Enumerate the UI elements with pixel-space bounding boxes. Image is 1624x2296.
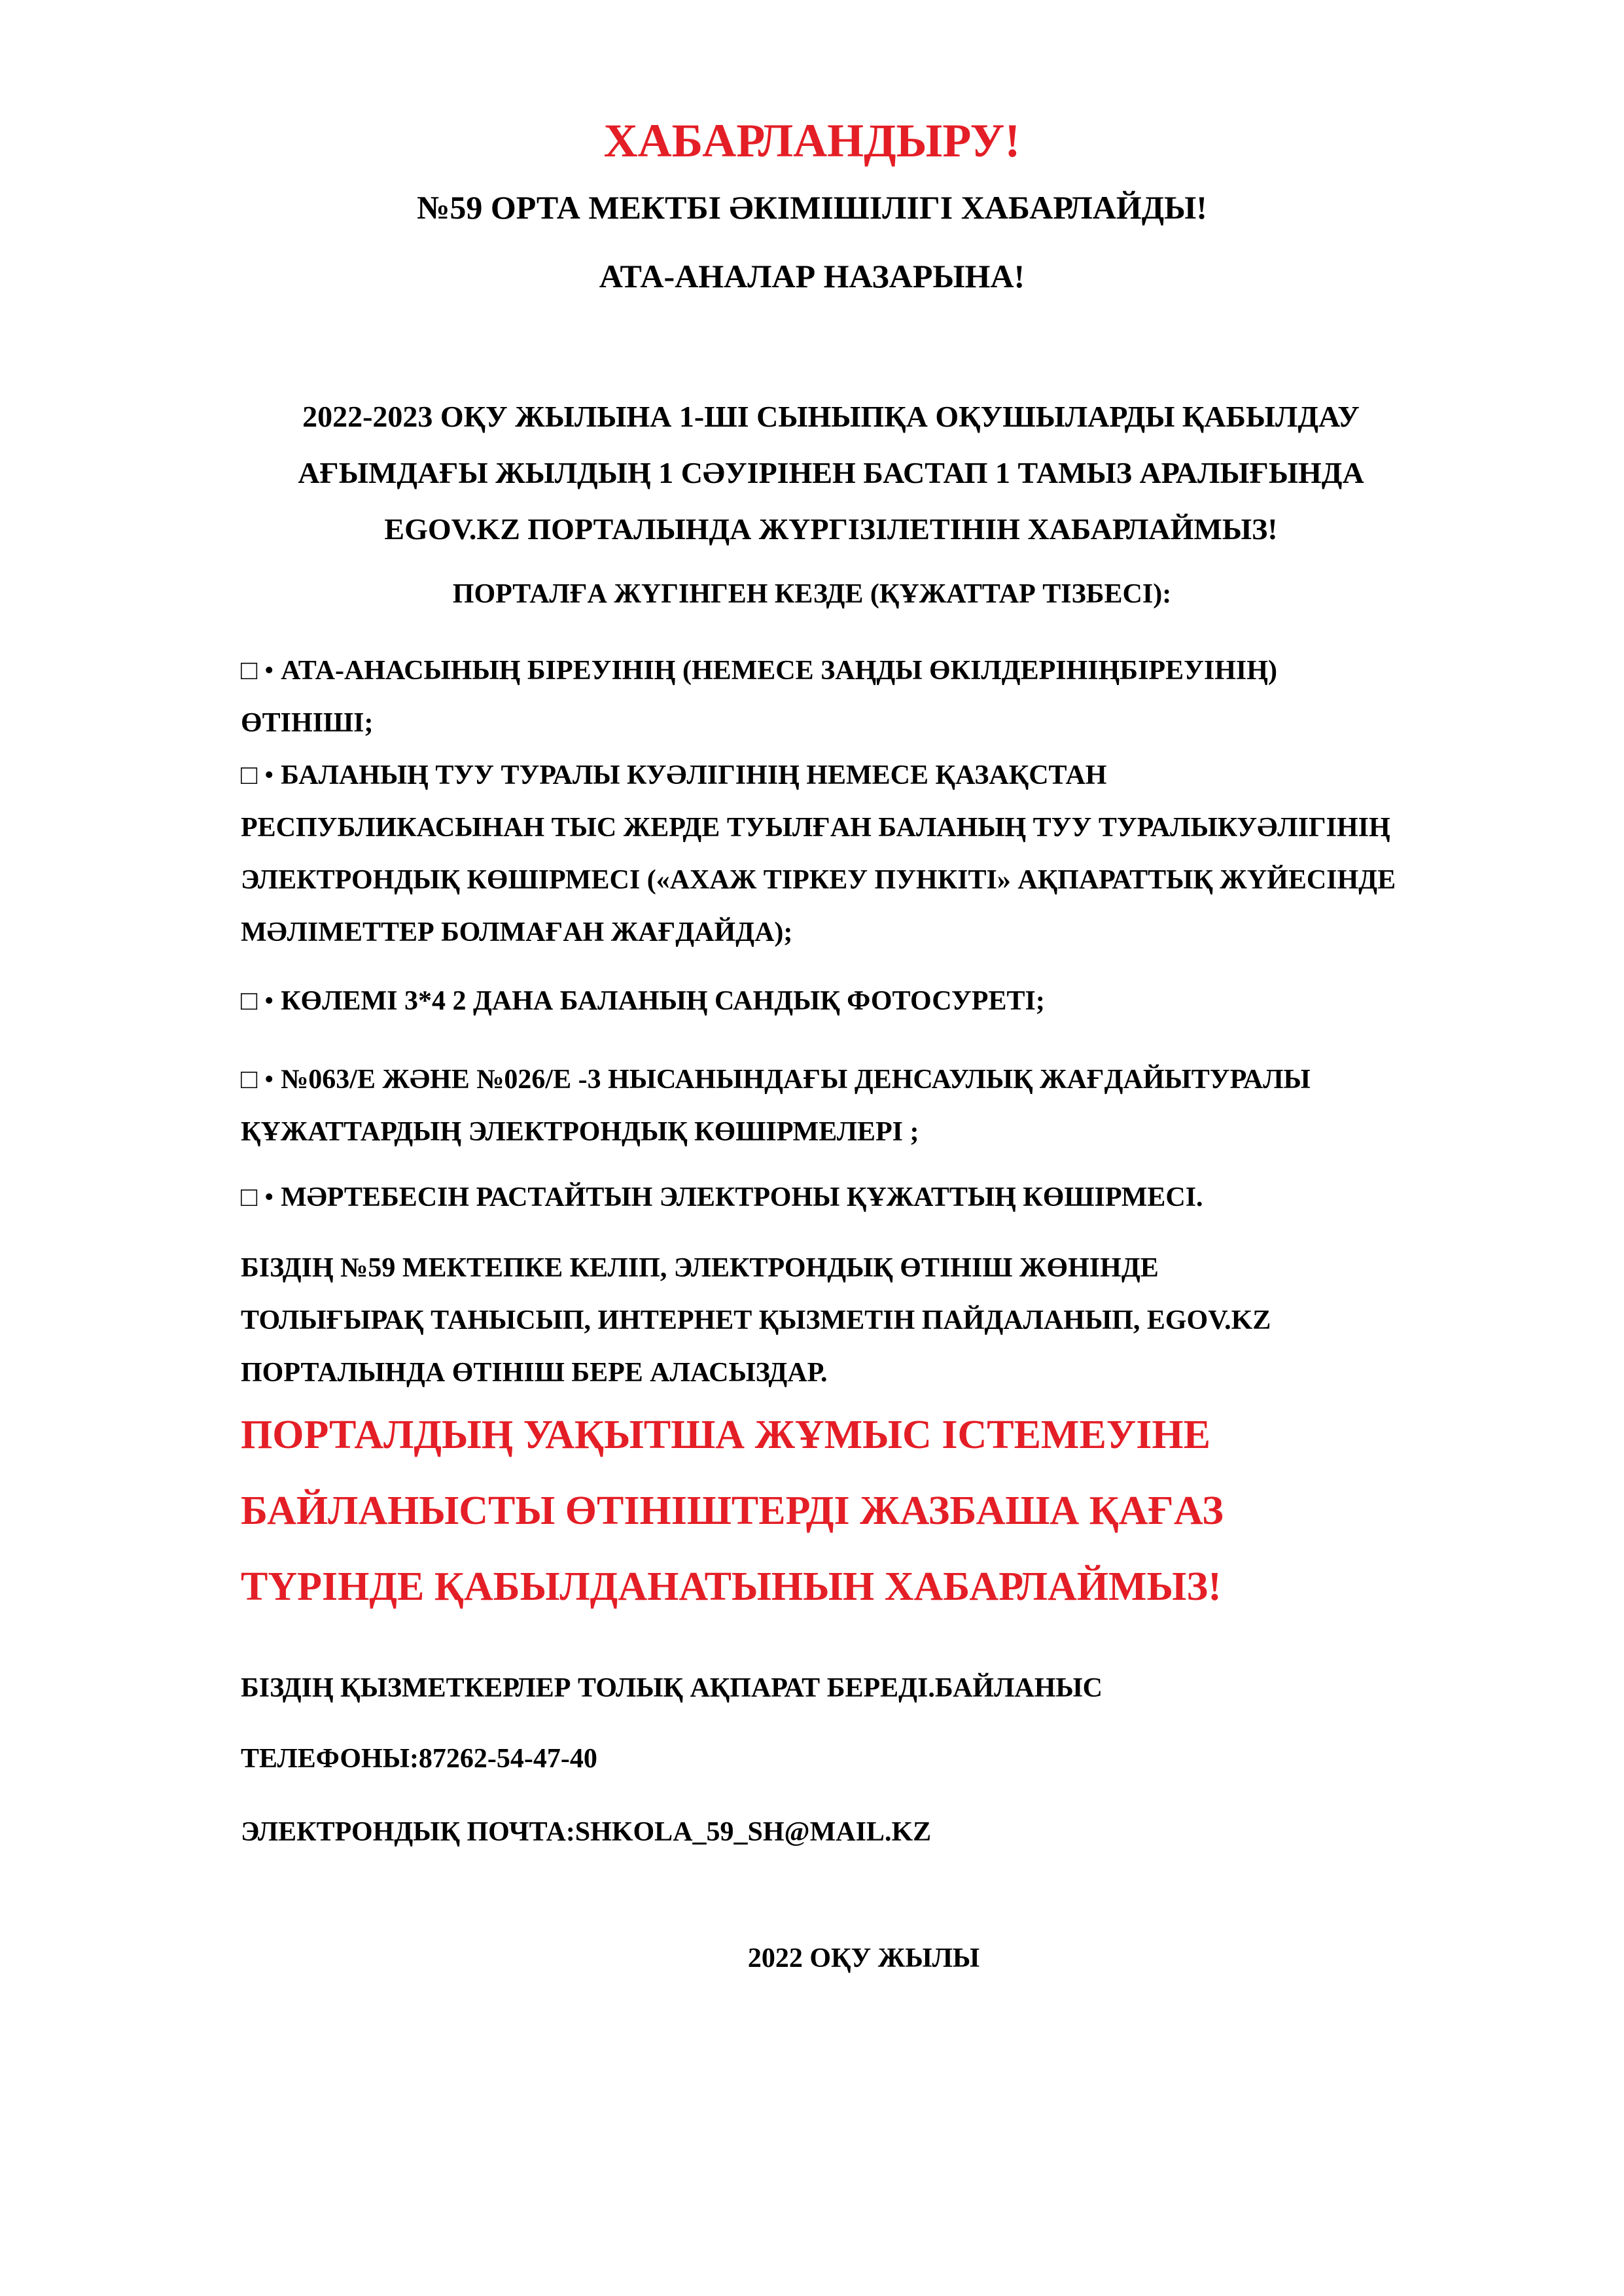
list-item [241,749,1549,959]
page-title: ХАБАРЛАНДЫРУ! [603,115,1021,167]
notice-line: ТҮРІНДЕ ҚАБЫЛДАНАТЫНЫН ХАБАРЛАЙМЫЗ! [241,1564,1222,1609]
paragraph-line: БІЗДІҢ №59 МЕКТЕПКЕ КЕЛІП, ЭЛЕКТРОНДЫҚ ӨТІНІШ ЖӨНІНДЕ [241,1253,1159,1283]
checkbox-bullet-icon: □ • [241,986,274,1016]
list-item-text: МӘРТЕБЕСІН РАСТАЙТЫН ЭЛЕКТРОНЫ ҚҰЖАТТЫҢ КӨШІРМЕСІ. [281,1182,1203,1212]
contact-phone: ТЕЛЕФОНЫ:87262-54-47-40 [241,1744,597,1774]
list-item-text: БАЛАНЫҢ ТУУ ТУРАЛЫ КУӘЛІГІНІҢ НЕМЕСЕ ҚАЗАҚСТАН [281,760,1107,790]
contact-info-intro: БІЗДІҢ ҚЫЗМЕТКЕРЛЕР ТОЛЫҚ АҚПАРАТ БЕРЕДІ.БАЙЛАНЫС [241,1673,1103,1703]
paragraph-line: ПОРТАЛЫНДА ӨТІНІШ БЕРЕ АЛАСЫЗДАР. [241,1358,828,1388]
list-item-text: АТА-АНАСЫНЫҢ БІРЕУІНІҢ (НЕМЕСЕ ЗАҢДЫ ӨКІЛДЕРІНІҢБІРЕУІНІҢ) [281,656,1277,686]
documents-list-heading: ПОРТАЛҒА ЖҮГІНГЕН КЕЗДЕ (ҚҰЖАТТАР ТІЗБЕСІ): [452,579,1172,609]
list-item-text: МӘЛІМЕТТЕР БОЛМАҒАН ЖАҒДАЙДА); [241,917,793,947]
checkbox-bullet-icon: □ • [241,1182,274,1212]
intro-line: АҒЫМДАҒЫ ЖЫЛДЫҢ 1 СӘУІРІНЕН БАСТАП 1 ТАМЫЗ АРАЛЫҒЫНДА [298,456,1364,489]
intro-line: EGOV.KZ ПОРТАЛЫНДА ЖҮРГІЗІЛЕТІНІН ХАБАРЛАЙМЫЗ! [384,512,1278,546]
list-item-text: РЕСПУБЛИКАСЫНАН ТЫС ЖЕРДЕ ТУЫЛҒАН БАЛАНЫҢ ТУУ ТУРАЛЫКУӘЛІГІНІҢ [241,813,1390,843]
checkbox-bullet-icon: □ • [241,1065,274,1095]
academic-year-footer: 2022 ОҚУ ЖЫЛЫ [747,1943,980,1973]
intro-paragraph [196,389,1466,557]
list-item [241,645,1549,749]
list-item-text: №063/Е ЖӘНЕ №026/Е -3 НЫСАНЫНДАҒЫ ДЕНСАУЛЫҚ ЖАҒДАЙЫТУРАЛЫ [281,1065,1311,1095]
paragraph-line: ТОЛЫҒЫРАҚ ТАНЫСЫП, ИНТЕРНЕТ ҚЫЗМЕТІН ПАЙДАЛАНЫП, EGOV.KZ [241,1305,1271,1335]
notice-line: БАЙЛАНЫСТЫ ӨТІНІШТЕРДІ ЖАЗБАША ҚАҒАЗ [241,1489,1224,1533]
notice-line: ПОРТАЛДЫҢ УАҚЫТША ЖҰМЫС ІСТЕМЕУІНЕ [241,1413,1211,1457]
list-item-text: ЭЛЕКТРОНДЫҚ КӨШІРМЕСІ («АХАЖ ТІРКЕУ ПУНКІТІ» АҚПАРАТТЫҚ ЖҮЙЕСІНДЕ [241,865,1396,895]
contact-email: ЭЛЕКТРОНДЫҚ ПОЧТА:SHKOLA_59_SH@MAIL.KZ [241,1817,932,1847]
list-item-text: ҚҰЖАТТАРДЫҢ ЭЛЕКТРОНДЫҚ КӨШІРМЕЛЕРІ ; [241,1117,919,1147]
school-visit-paragraph [241,1242,1549,1399]
list-item [241,1171,1549,1224]
checkbox-bullet-icon: □ • [241,656,274,686]
list-item [241,975,1549,1027]
checkbox-bullet-icon: □ • [241,760,274,790]
list-item-text: ӨТІНІШІ; [241,708,374,738]
portal-outage-notice [241,1397,1582,1625]
list-item [241,1053,1549,1158]
school-administration-subtitle: №59 ОРТА МЕКТБІ ӘКІМІШІЛІГІ ХАБАРЛАЙДЫ! [417,189,1207,226]
list-item-text: КӨЛЕМІ 3*4 2 ДАНА БАЛАНЫҢ САНДЫҚ ФОТОСУРЕТІ; [281,986,1045,1016]
parents-attention-subtitle: АТА-АНАЛАР НАЗАРЫНА! [599,258,1025,294]
intro-line: 2022-2023 ОҚУ ЖЫЛЫНА 1-ШІ СЫНЫПҚА ОҚУШЫЛАРДЫ ҚАБЫЛДАУ [302,400,1360,433]
